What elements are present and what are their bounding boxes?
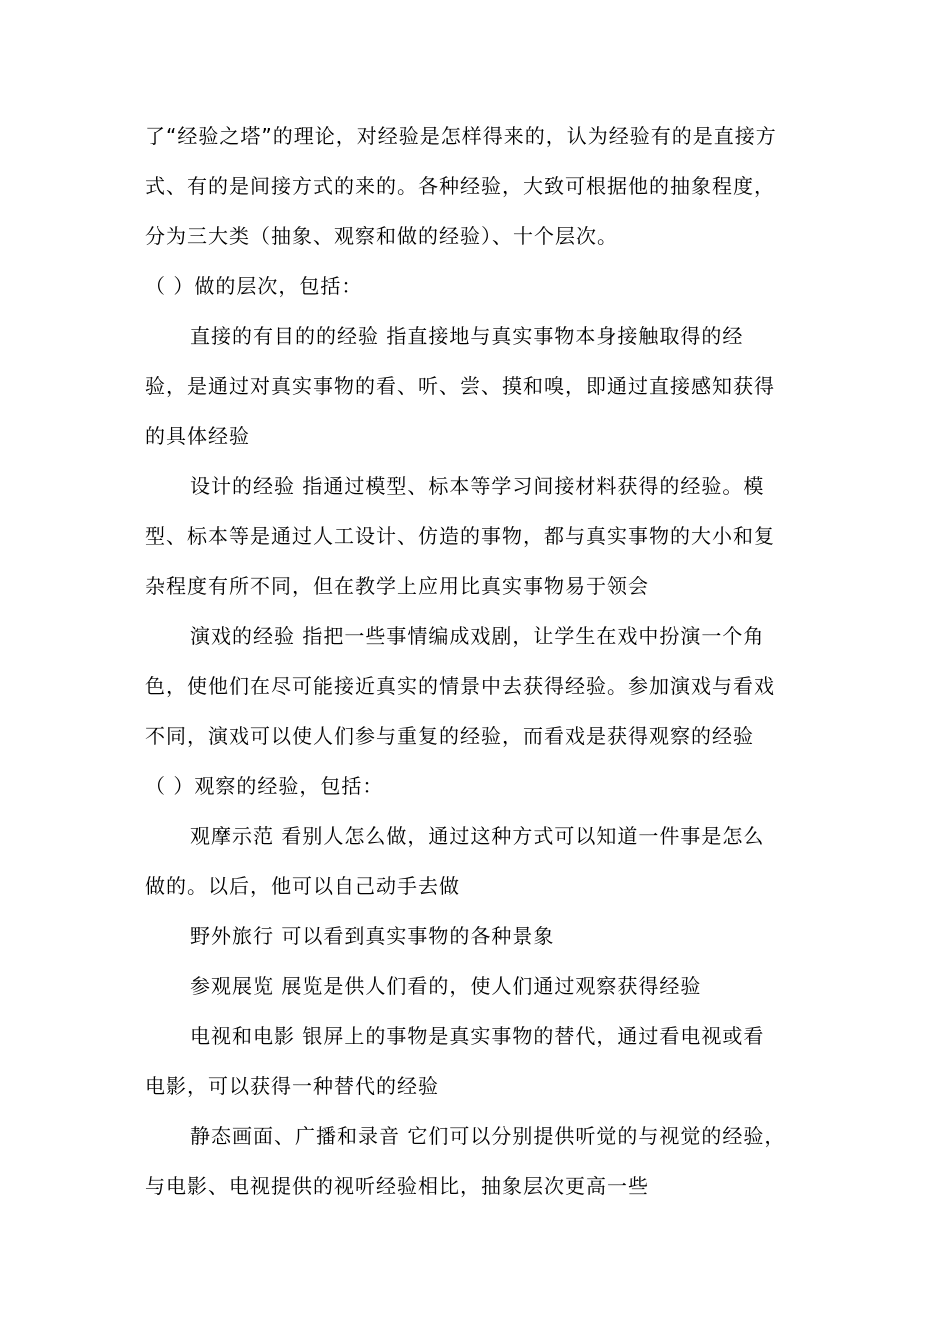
text-line: 型、标本等是通过人工设计、仿造的事物，都与真实事物的大小和复: [145, 524, 775, 548]
text-line: 的具体经验: [145, 424, 250, 448]
text-line: 不同，演戏可以使人们参与重复的经验，而看戏是获得观察的经验: [145, 724, 754, 748]
text-line: 观摩示范 看别人怎么做，通过这种方式可以知道一件事是怎么: [190, 824, 765, 848]
text-line: 了“经验之塔”的理论，对经验是怎样得来的，认为经验有的是直接方: [145, 124, 777, 148]
section-heading-doing: （ ）做的层次，包括：: [145, 274, 363, 298]
text-line: 演戏的经验 指把一些事情编成戏剧，让学生在戏中扮演一个角: [190, 624, 765, 648]
text-line: 野外旅行 可以看到真实事物的各种景象: [190, 924, 555, 948]
text-line: 色，使他们在尽可能接近真实的情景中去获得经验。参加演戏与看戏: [145, 674, 775, 698]
text-line: 杂程度有所不同，但在教学上应用比真实事物易于领会: [145, 574, 649, 598]
text-line: 参观展览 展览是供人们看的，使人们通过观察获得经验: [190, 974, 702, 998]
text-line: 与电影、电视提供的视听经验相比，抽象层次更高一些: [145, 1174, 649, 1198]
text-line: 式、有的是间接方式的来的。各种经验，大致可根据他的抽象程度，: [145, 174, 775, 198]
text-line: 设计的经验 指通过模型、标本等学习间接材料获得的经验。模: [190, 474, 765, 498]
text-line: 分为三大类（抽象、观察和做的经验）、十个层次。: [145, 224, 618, 248]
text-line: 验，是通过对真实事物的看、听、尝、摸和嗅，即通过直接感知获得: [145, 374, 775, 398]
text-line: 做的。以后，他可以自己动手去做: [145, 874, 460, 898]
text-line: 电影，可以获得一种替代的经验: [145, 1074, 439, 1098]
text-line: 直接的有目的的经验 指直接地与真实事物本身接触取得的经: [190, 324, 744, 348]
section-heading-observation: （ ）观察的经验，包括：: [145, 774, 384, 798]
text-line: 静态画面、广播和录音 它们可以分别提供听觉的与视觉的经验，: [190, 1124, 786, 1148]
text-line: 电视和电影 银屏上的事物是真实事物的替代，通过看电视或看: [190, 1024, 765, 1048]
